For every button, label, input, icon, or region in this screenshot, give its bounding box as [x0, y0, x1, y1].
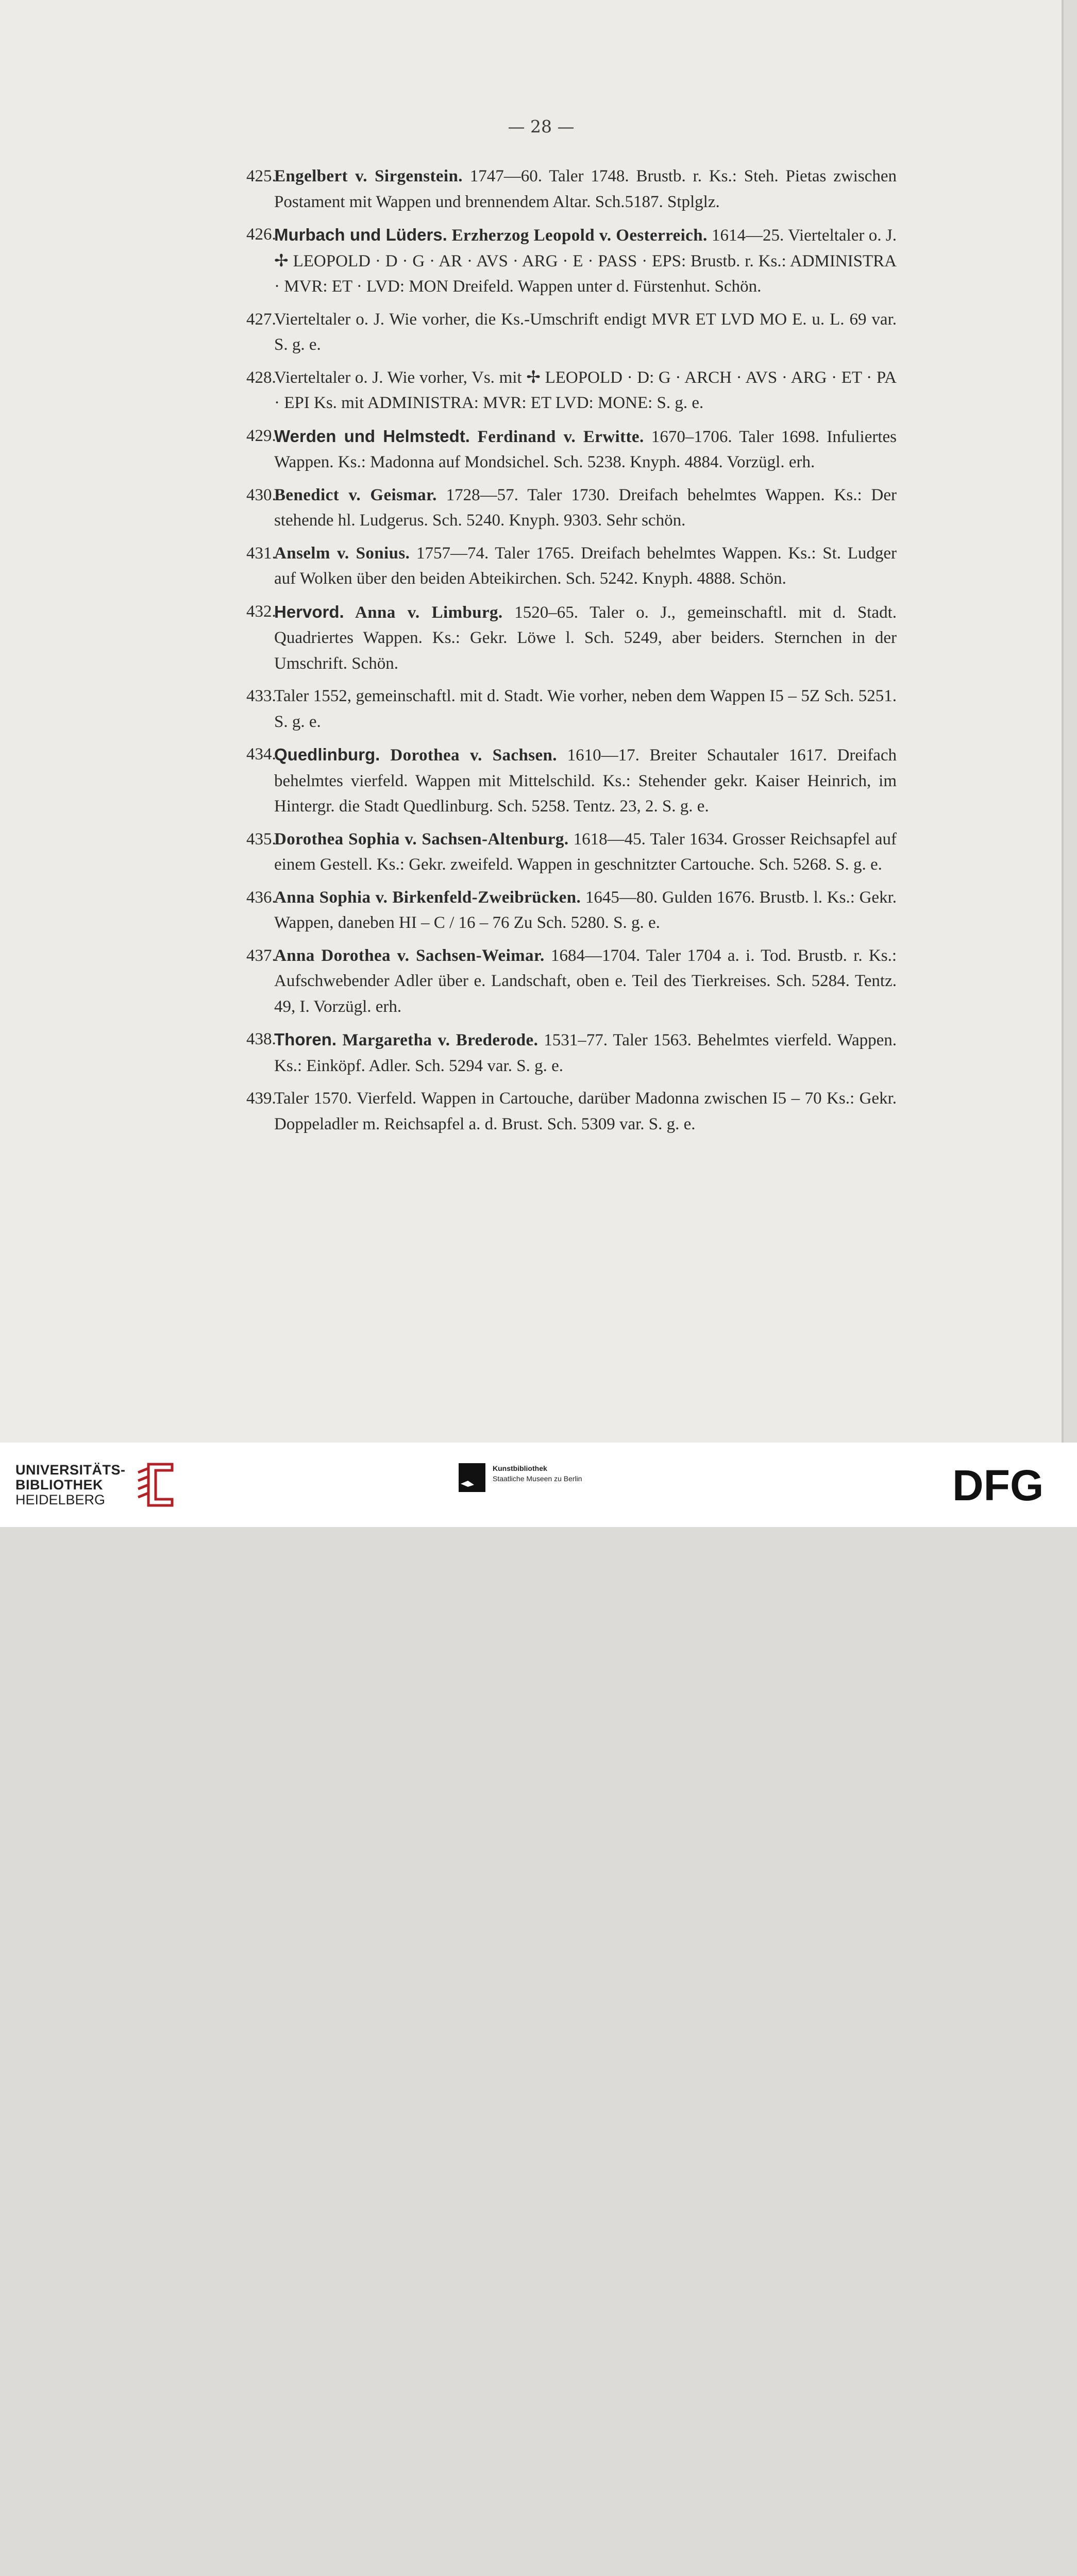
entry-text	[274, 423, 897, 476]
kb-line-2: Staatliche Museen zu Berlin	[493, 1475, 582, 1483]
entry-text	[274, 684, 897, 735]
entry-number: 429.	[246, 426, 276, 445]
catalogue-entry	[247, 541, 897, 592]
catalogue-entry	[247, 164, 897, 215]
entry-text	[274, 164, 897, 215]
entry-description: 1747—60. Taler 1748. Brustb. r. Ks.: Steh. Pietas zwischen Postament mit Wappen und brennendem Altar. Sch.5187. Stplglz.	[274, 167, 897, 211]
entry-text	[274, 1086, 897, 1137]
kunstbibliothek-logo[interactable]	[459, 1463, 582, 1492]
entry-description: 1520–65. Taler o. J., gemeinschaftl. mit d. Stadt. Quadriertes Wappen. Ks.: Gekr. Löwe l. Sch. 5249, aber beiders. Sternchen in der Umschrift. Schön.	[274, 603, 897, 673]
page-number: — 28 —	[508, 116, 575, 137]
entry-number: 430.	[246, 485, 276, 504]
entry-heading: Engelbert v. Sirgenstein.	[274, 167, 463, 185]
entry-number: 438.	[246, 1030, 276, 1048]
entry-description: 1728—57. Taler 1730. Dreifach behelmtes Wappen. Ks.: Der stehende hl. Ludgerus. Sch. 5240. Knyph. 9303. Sehr schön.	[274, 485, 897, 530]
entry-text	[274, 365, 897, 416]
catalogue-entry	[247, 365, 897, 416]
entry-number: 428.	[246, 368, 276, 387]
entry-text	[274, 1027, 897, 1079]
catalogue-entry	[247, 1086, 897, 1137]
entry-description: 1670–1706. Taler 1698. Infuliertes Wappen. Ks.: Madonna auf Mondsichel. Sch. 5238. Knyph. 4884. Vorzügl. erh.	[274, 427, 897, 471]
catalogue-entry	[247, 885, 897, 936]
ub-heidelberg-logo[interactable]	[15, 1460, 174, 1510]
entry-number: 431.	[246, 544, 276, 563]
dfg-wordmark: DFG	[952, 1466, 1044, 1504]
catalogue-entry	[247, 307, 897, 358]
entry-number: 432.	[246, 602, 276, 621]
entry-text	[274, 541, 897, 592]
entry-heading: Benedict v. Geismar.	[274, 485, 437, 504]
entry-description: 1684—1704. Taler 1704 a. i. Tod. Brustb. r. Ks.: Aufschwebender Adler über e. Landschaft, oben e. Teil des Tierkreises. Sch. 5284. Tentz. 49, I. Vorzügl. erh.	[274, 946, 897, 1016]
catalogue-entry	[247, 222, 897, 300]
catalogue-entry	[247, 943, 897, 1020]
entry-text	[274, 483, 897, 534]
catalogue-entry	[247, 423, 897, 476]
entry-number: 425.	[246, 167, 276, 185]
entry-heading: Dorothea Sophia v. Sachsen-Altenburg.	[274, 829, 569, 849]
entry-number: 436.	[246, 888, 276, 907]
catalogue-entry	[247, 599, 897, 677]
entry-number: 434.	[246, 745, 276, 764]
entry-text	[274, 307, 897, 358]
catalogue-entry	[247, 684, 897, 735]
entry-number: 437.	[246, 946, 276, 965]
entry-place: Murbach und Lüders.	[274, 225, 447, 244]
entry-heading: Anna Dorothea v. Sachsen-Weimar.	[274, 946, 545, 965]
entry-text	[274, 222, 897, 300]
entry-description: Vierteltaler o. J. Wie vorher, Vs. mit ✢ LEOPOLD · D: G · ARCH · AVS · ARG · ET · PA · EPI Ks. mit ADMINISTRA: MVR: ET LVD: MONE: S. g. e.	[274, 368, 897, 412]
entry-description: 1757—74. Taler 1765. Dreifach behelmtes Wappen. Ks.: St. Ludger auf Wolken über den beiden Abteikirchen. Sch. 5242. Knyph. 4888. Schön.	[274, 544, 897, 588]
entry-heading: Margaretha v. Brederode.	[336, 1031, 538, 1049]
ub-line-3: HEIDELBERG	[15, 1492, 106, 1507]
entry-text	[274, 885, 897, 936]
entry-heading: Anselm v. Sonius.	[274, 544, 410, 563]
entry-number: 427.	[246, 310, 276, 329]
entry-description: Taler 1552, gemeinschaftl. mit d. Stadt. Wie vorher, neben dem Wappen I5 – 5Z Sch. 5251. S. g. e.	[274, 687, 897, 731]
ub-emblem-icon	[133, 1460, 174, 1510]
ub-line-1: UNIVERSITÄTS-	[15, 1462, 126, 1478]
entry-text	[274, 827, 897, 878]
entry-number: 435.	[246, 829, 276, 849]
footer-bar	[0, 1443, 1077, 1527]
entry-place: Werden und Helmstedt.	[274, 426, 470, 446]
entry-text	[274, 599, 897, 677]
ub-line-2: BIBLIOTHEK	[15, 1477, 103, 1493]
entry-heading: Dorothea v. Sachsen.	[380, 746, 557, 765]
entry-place: Hervord.	[274, 602, 344, 621]
entry-description: 1645—80. Gulden 1676. Brustb. l. Ks.: Gekr. Wappen, daneben HI – C / 16 – 76 Zu Sch. 5280. S. g. e.	[274, 888, 897, 932]
dfg-logo[interactable]	[952, 1466, 1061, 1504]
entry-description: 1531–77. Taler 1563. Behelmtes vierfeld. Wappen. Ks.: Einköpf. Adler. Sch. 5294 var. S. g. e.	[274, 1031, 897, 1075]
entry-text	[274, 943, 897, 1020]
kunstbibliothek-emblem-icon	[459, 1463, 485, 1492]
catalogue-entries	[247, 164, 897, 1144]
entry-place: Quedlinburg.	[274, 745, 380, 764]
entry-place: Thoren.	[274, 1030, 336, 1049]
kunstbibliothek-wordmark	[493, 1463, 582, 1484]
entry-heading: Erzherzog Leopold v. Oesterreich.	[447, 226, 708, 245]
catalogue-entry	[247, 827, 897, 878]
catalogue-entry	[247, 483, 897, 534]
ub-heidelberg-wordmark	[15, 1463, 126, 1507]
entry-heading: Anna v. Limburg.	[344, 603, 503, 622]
entry-description: 1618—45. Taler 1634. Grosser Reichsapfel auf einem Gestell. Ks.: Gekr. zweifeld. Wappen in geschnitzter Cartouche. Sch. 5268. S. g. e.	[274, 829, 897, 874]
kb-line-1: Kunstbibliothek	[493, 1464, 547, 1472]
entry-description: 1614—25. Vierteltaler o. J. ✢ LEOPOLD · D · G · AR · AVS · ARG · E · PASS · EPS: Brustb. r. Ks.: ADMINISTRA · MVR: ET · LVD: MON Dreifeld. Wappen unter d. Fürstenhut. Schön.	[274, 226, 897, 296]
catalogue-entry	[247, 742, 897, 820]
entry-text	[274, 742, 897, 820]
entry-number: 439.	[246, 1089, 276, 1108]
entry-heading: Ferdinand v. Erwitte.	[469, 427, 644, 446]
entry-number: 426.	[246, 225, 276, 244]
entry-number: 433.	[246, 687, 276, 705]
entry-description: Taler 1570. Vierfeld. Wappen in Cartouche, darüber Madonna zwischen I5 – 70 Ks.: Gekr. Doppeladler m. Reichsapfel a. d. Brust. Sch. 5309 var. S. g. e.	[274, 1089, 897, 1133]
entry-heading: Anna Sophia v. Birkenfeld-Zweibrücken.	[274, 888, 581, 907]
entry-description: 1610—17. Breiter Schautaler 1617. Dreifach behelmtes vierfeld. Wappen mit Mittelschild. Ks.: Stehender gekr. Kaiser Heinrich, im Hintergr. die Stadt Quedlinburg. Sch. 5258. Tentz. 23, 2. S. g. e.	[274, 746, 897, 816]
catalogue-entry	[247, 1027, 897, 1079]
entry-description: Vierteltaler o. J. Wie vorher, die Ks.-Umschrift endigt MVR ET LVD MO E. u. L. 69 var. S. g. e.	[274, 310, 897, 354]
